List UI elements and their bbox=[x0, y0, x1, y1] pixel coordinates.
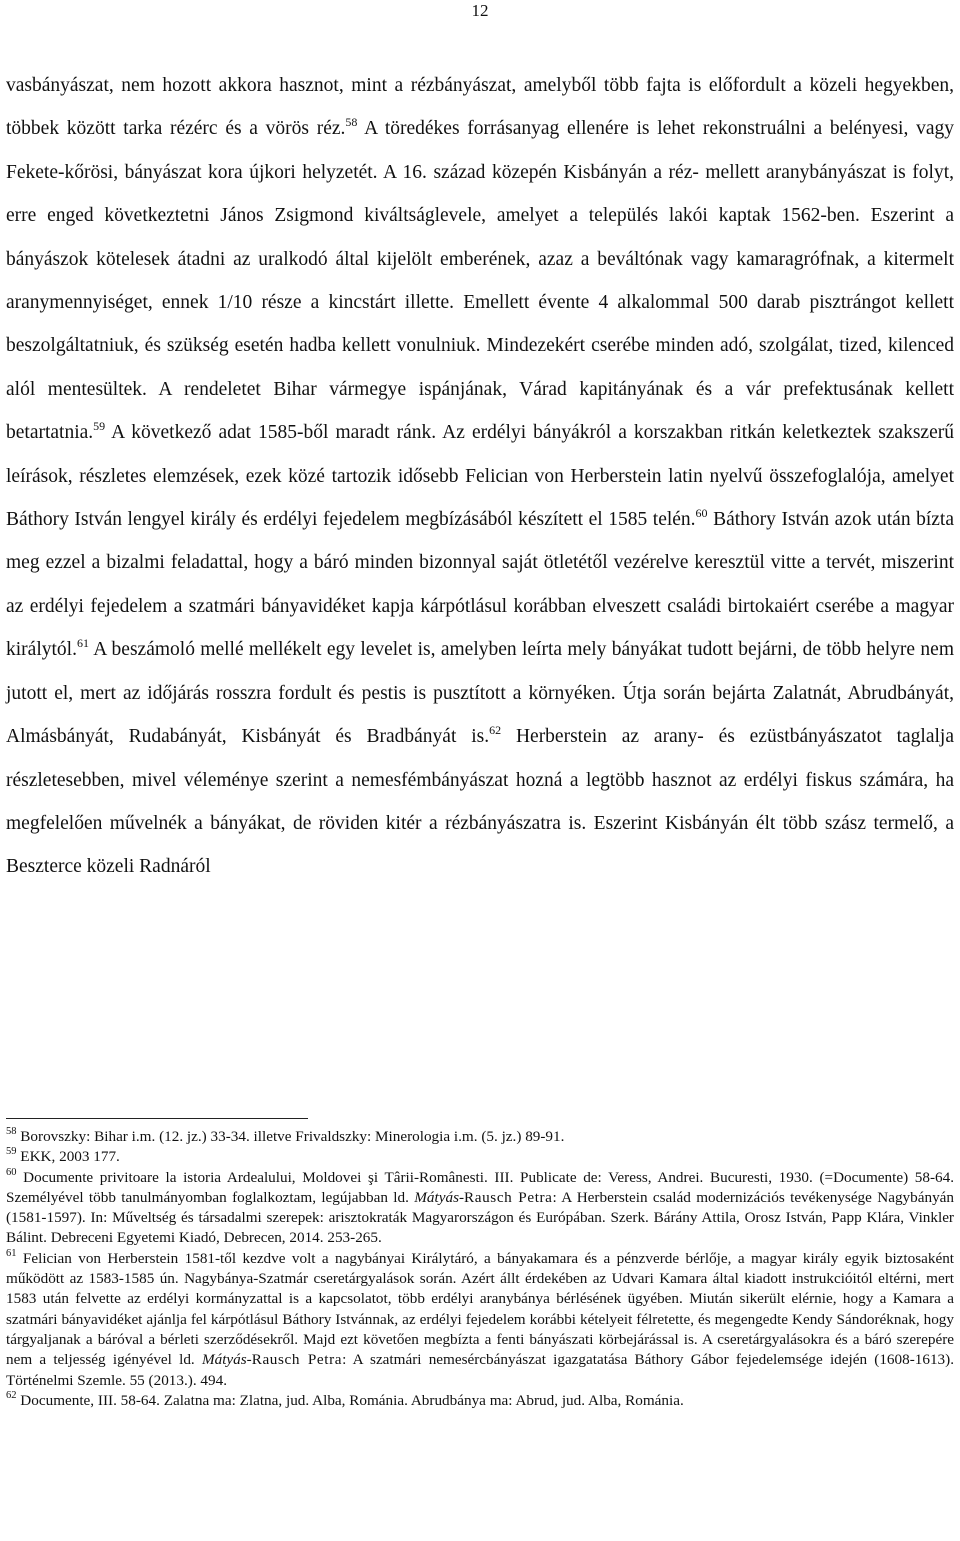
footnote-number: 59 bbox=[6, 1146, 17, 1158]
author-surname: Mátyás- bbox=[201, 1351, 252, 1369]
main-text bbox=[6, 64, 954, 889]
text-run: Báthory István azok után bízta meg ezzel a bizalmi feladattal, hogy a báró minden bizonnyal saját ötletétől vezérelve keresztül vitte a tervét, miszerint az erdélyi fejedelem a szatmári bányavidéket kapja kárpótlásul korábban elveszett családi birtokaiért cserébe a magyar királytól. bbox=[6, 509, 954, 661]
footnote-text: Felician von Herberstein 1581-től kezdve volt a nagybányai Királytáró, a bányakamara és a pénzverde bérlője, a magyar király egyik biztosaként működött az 1583-1585 ún. Nagybánya-Szatmár cseretárgyalások során. Azért állt érdekében az Udvari Kamara által kiadott instrukcióitól eltérni, mert 1583 után felvette az erdélyi kormányzattal is a kapcsolatot, több erdélyi aranybánya bérlésének ügyében. Miután sikerült elérnie, hogy a Kamara a szatmári bányavidéket ajánlja fel kárpótlásul Báthory Istvánnak, az erdélyi fejedelem korábbi kételyeit félretette, és megengedte Kendy Sándoréknak, hogy tárgyaljanak a báróval a bérleti szerződésekről. Majd ezt követően megbízta a fenti bányászati körbejárással is. A cseretárgyalásokra és a báró szerepére nem a teljesség igényével ld. bbox=[6, 1249, 955, 1369]
footnote-text: Documente, III. 58-64. Zalatna ma: Zlatna, jud. Alba, Románia. Abrudbánya ma: Abrud, jud. Alba, Románia. bbox=[20, 1391, 684, 1409]
footnote-58 bbox=[6, 1127, 954, 1147]
footnote-number: 58 bbox=[6, 1125, 17, 1137]
text-run: Herberstein az arany- és ezüstbányászatot taglalja részletesebben, mivel véleménye szerint a nemesfémbányászat hozná a legtöbb hasznot az erdélyi fiskus számára, ha megfelelően művelnék a bányákat, de röviden kitér a rézbányászatra is. Eszerint Kisbányán élt több szász termelő, a Beszterce közeli Radnáról bbox=[6, 726, 954, 878]
author-surname: Mátyás- bbox=[414, 1188, 465, 1206]
footnotes bbox=[6, 1127, 954, 1411]
footnote-text: : A Herberstein család modernizációs tevékenysége Nagybányán (1581-1597). In: Műveltség és társadalmi szerepek: arisztokraták Magyarországon és Európában. Szerk. Bárány Attila, Orosz István, Papp Klára, Vinkler Bálint. Debreceni Egyetemi Kiadó, Debrecen, 2014. 253-265. bbox=[6, 1188, 954, 1247]
footnote-text: Borovszky: Bihar i.m. (12. jz.) 33-34. illetve Frivaldszky: Minerologia i.m. (5. jz.) 89-91. bbox=[20, 1128, 565, 1145]
footnote-ref-62[interactable]: 62 bbox=[489, 722, 502, 737]
text-run: A töredékes forrásanyag ellenére is lehet rekonstruálni a belényesi, vagy Fekete-kőrösi, bányászat kora újkori helyzetét. A 16. század közepén Kisbányán a réz- mellett aranybányászat is folyt, erre enged következtetni János Zsigmond kiváltságlevele, amelyet a település lakói kaptak 1562-ben. Eszerint a bányászok kötelesek átadni az uralkodó által kijelölt emberének, azaz a beváltónak vagy kamaragrófnak, a kitermelt aranymennyiséget, ennek 1/10 része a kincstárt illette. Emellett évente 4 alkalommal 500 darab pisztrángot kellett beszolgáltatniuk, és szükség esetén hadba kellett vonulniuk. Mindezekért cserébe minden adó, szolgálat, tized, kilenced alól mentesültek. A rendeletet Bihar vármegye ispánjának, Várad kapitányának és a vár prefektusának kellett betartatnia. bbox=[6, 118, 954, 444]
footnote-60 bbox=[6, 1168, 954, 1249]
footnote-ref-60[interactable]: 60 bbox=[695, 505, 708, 520]
footnote-text: Documente privitoare la istoria Ardealului, Moldovei şi Târii-Românesti. III. Publicate de: Veress, Andrei. Bucuresti, 1930. (=Documente) 58-64. Személyével több tanulmányomban foglalkoztam, legújabban ld. bbox=[6, 1168, 955, 1206]
text-run: A beszámoló mellé mellékelt egy levelet is, amelyben leírta mely bányákat tudott bejárni, de több helyre nem jutott el, mert az időjárás rosszra fordult és pestis is pusztított a környéken. Útja során bejárta Zalatnát, Abrudbányát, Almásbányát, Rudabányát, Kisbányát és Bradbányát is. bbox=[6, 639, 954, 748]
footnote-ref-59[interactable]: 59 bbox=[93, 418, 106, 433]
footnote-61 bbox=[6, 1249, 954, 1391]
footnote-59 bbox=[6, 1147, 954, 1167]
footnote-text: : A szatmári nemesércbányászat igazgatatása Báthory Gábor fejedelemsége idején (1608-1613). Történelmi Szemle. 55 (2013.). 494. bbox=[6, 1351, 954, 1389]
footnote-number: 61 bbox=[6, 1247, 17, 1259]
footnote-62 bbox=[6, 1391, 954, 1411]
footnote-text: EKK, 2003 177. bbox=[20, 1148, 120, 1166]
paragraph bbox=[6, 64, 954, 889]
author-name: Rausch Petra bbox=[464, 1188, 553, 1206]
author-name: Rausch Petra bbox=[251, 1351, 343, 1369]
page-number: 12 bbox=[471, 1, 489, 20]
footnote-ref-58[interactable]: 58 bbox=[345, 114, 358, 129]
text-run: vasbányászat, nem hozott akkora hasznot, mint a rézbányászat, amelyből több fajta is előfordult a közeli hegyekben, többek között tarka rézérc és a vörös réz. bbox=[6, 75, 954, 140]
footnote-separator bbox=[6, 1118, 308, 1119]
footnote-number: 62 bbox=[6, 1389, 17, 1401]
text-run: A következő adat 1585-ből maradt ránk. Az erdélyi bányákról a korszakban ritkán keletkeztek szakszerű leírások, részletes elemzések, ezek közé tartozik idősebb Felician von Herberstein latin nyelvű összefoglalója, amelyet Báthory István lengyel király és erdélyi fejedelem megbízásából készített el 1585 telén. bbox=[6, 422, 954, 531]
footnote-number: 60 bbox=[6, 1166, 17, 1178]
footnote-ref-61[interactable]: 61 bbox=[76, 635, 89, 650]
